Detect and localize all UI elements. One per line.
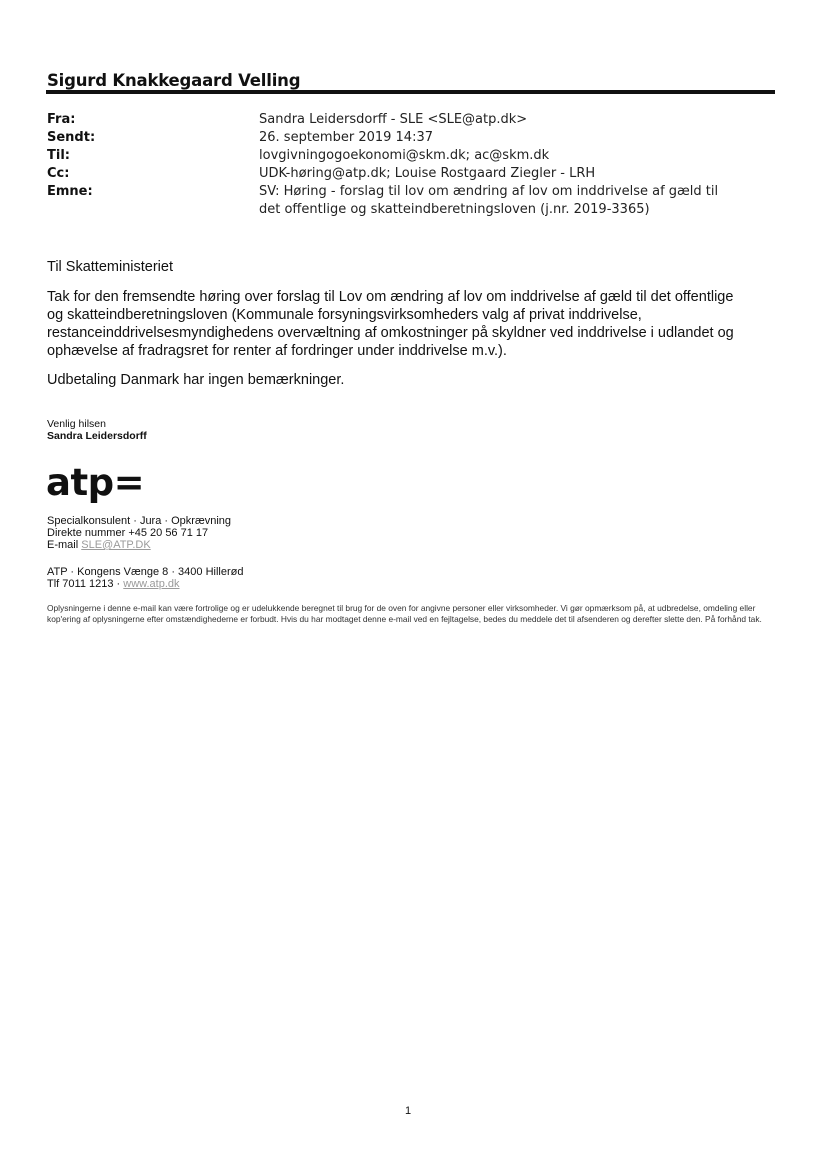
header-label: Fra: <box>47 112 76 127</box>
tlf-label: Tlf <box>47 578 60 590</box>
header-label: Sendt: <box>47 130 96 145</box>
header-row-subject <box>47 183 777 219</box>
signature-name: Sandra Leidersdorff <box>47 430 147 442</box>
mailbox-owner-name: Sigurd Knakkegaard Velling <box>47 71 301 90</box>
separator: · <box>116 578 121 590</box>
page-number: 1 <box>405 1105 412 1117</box>
header-value-subject: SV: Høring - forslag til lov om ændring af lov om inddrivelse af gæld til det offentlige og skatteindberetningsloven (j.nr. 2019-3365) <box>259 184 719 217</box>
signature-tlf-line <box>47 578 180 590</box>
atp-logo: atp= <box>46 461 145 504</box>
body-paragraph: Tak for den fremsendte høring over forslag til Lov om ændring af lov om inddrivelse af gæld til det offentlige og skatteindberetningsloven (Kommunale forsyningsvirksomheders valg af privat inddrivelse, restanceinddrivelsesmyndighedens overvæltning af omkostninger på skyldner ved inddrivelse i udlandet og ophævelse af fradragsret for renter af fordringer under inddrivelse m.v.). <box>47 289 734 359</box>
email-link[interactable]: SLE@ATP.DK <box>81 539 151 551</box>
phone-number: +45 20 56 71 17 <box>128 527 209 539</box>
tlf-number: 7011 1213 <box>62 578 114 590</box>
header-row-sent <box>47 129 777 147</box>
website-link[interactable]: www.atp.dk <box>123 578 180 590</box>
header-value-from: Sandra Leidersdorff - SLE <SLE@atp.dk> <box>259 112 528 127</box>
disclaimer: Oplysningerne i denne e-mail kan være fortrolige og er udelukkende beregnet til brug for de oven for angivne personer eller virksomheder. Vi gør opmærksom på, at udbredelse, omdeling eller kop'ering af oplysningerne efter omstændighederne er forbudt. Hvis du har modtaget denne e-mail ved en fejltagelse, bedes du meddele det til afsenderen og derefter slette den. På forhånd tak. <box>47 603 762 624</box>
header-value-sent: 26. september 2019 14:37 <box>259 130 433 145</box>
header-rule <box>46 90 775 94</box>
signature-title: Specialkonsulent · Jura · Opkrævning <box>47 515 232 527</box>
remark: Udbetaling Danmark har ingen bemærkninger. <box>47 372 345 388</box>
header-row-from <box>47 111 777 129</box>
header-label: Emne: <box>47 184 93 199</box>
header-row-to <box>47 147 777 165</box>
phone-label: Direkte nummer <box>47 527 126 539</box>
header-value-to: lovgivningogoekonomi@skm.dk; ac@skm.dk <box>259 148 550 163</box>
header-row-cc <box>47 165 777 183</box>
email-label: E-mail <box>47 539 79 551</box>
signature-regards: Venlig hilsen <box>47 418 106 430</box>
header-label: Cc: <box>47 166 70 181</box>
signature-email-line <box>47 539 151 551</box>
header-value-cc: UDK-høring@atp.dk; Louise Rostgaard Ziegler - LRH <box>259 166 596 181</box>
greeting: Til Skatteministeriet <box>47 259 173 275</box>
header-label: Til: <box>47 148 70 163</box>
signature-address: ATP · Kongens Vænge 8 · 3400 Hillerød <box>47 566 244 578</box>
signature-phone-line <box>47 527 208 539</box>
email-headers <box>47 111 777 219</box>
